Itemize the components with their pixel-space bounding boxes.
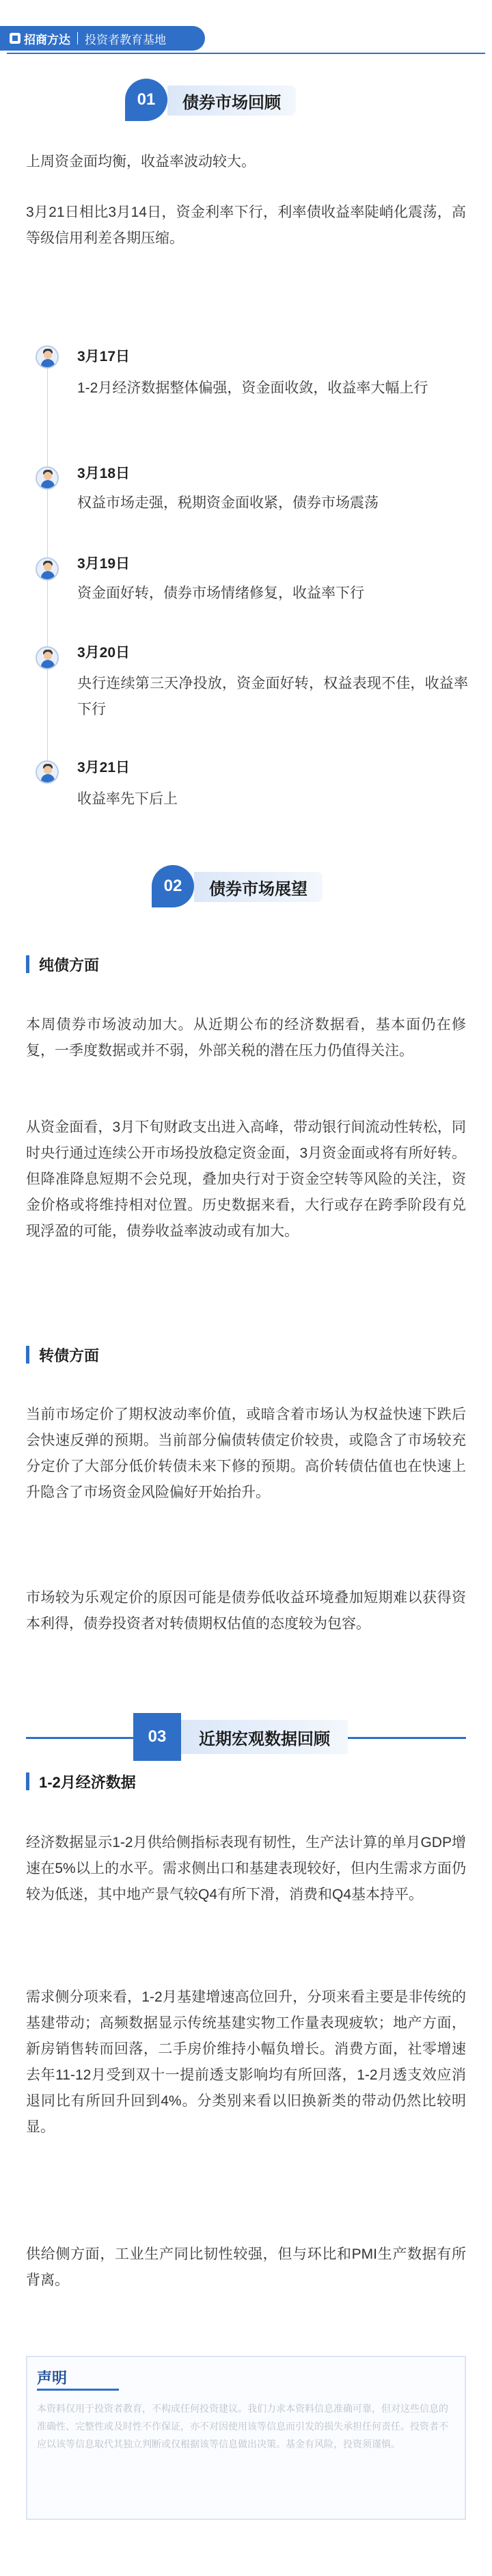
subheading-convertible xyxy=(26,1344,99,1365)
subheading-bar xyxy=(26,955,29,973)
brand-logo xyxy=(0,30,70,47)
subheading-pure-bond xyxy=(26,954,99,974)
timeline-date: 3月20日 xyxy=(77,645,131,661)
timeline-avatar-icon xyxy=(36,557,59,581)
section2-paragraph-2: 从资金面看，3月下旬财政支出进入高峰，带动银行间流动性转松，同时央行通过连续公开市场投放稳定资金面，3月资金面或将有所好转。但降准降息短期不会兑现，叠加央行对于资金空转等风险的关注，资金价格或将维持相对位置。历史数据来看，大行或存在跨季阶段有兑现浮盈的可能，债券收益率波动或有加大。 xyxy=(26,1119,466,1239)
section2-paragraph-3: 当前市场定价了期权波动率价值，或暗含着市场认为权益快速下跌后会快速反弹的预期。当前部分偏债转债定价较贵，或隐含了市场较充分定价了大部分低价转债未来下修的预期。高价转债估值也在快速上升隐含了市场资金风险偏好开始抬升。 xyxy=(26,1407,466,1500)
timeline-avatar-icon xyxy=(36,345,59,369)
top-bar xyxy=(0,0,492,53)
brand-separator xyxy=(77,32,78,44)
section1-number: 01 xyxy=(125,79,167,121)
timeline-date: 3月19日 xyxy=(77,556,131,572)
section3-heading xyxy=(133,1713,366,1761)
timeline-date: 3月18日 xyxy=(77,466,131,481)
subheading-economic-data xyxy=(26,1771,136,1792)
disclaimer-text: 本资料仅用于投资者教育，不构成任何投资建议。我们力求本资料信息准确可靠，但对这些信息的准确性、完整性或及时性不作保证，亦不对因使用该等信息而引发的损失承担任何责任。投资者不应以该等信息取代其独立判断或仅根据该等信息做出决策。基金有风险，投资须谨慎。 xyxy=(37,2403,448,2449)
section2-number: 02 xyxy=(152,865,194,907)
section3-number: 03 xyxy=(133,1713,181,1761)
section3-paragraph-3: 供给侧方面，工业生产同比韧性较强，但与环比和PMI生产数据有所背离。 xyxy=(26,2246,466,2288)
section2-paragraph-1: 本周债券市场波动加大。从近期公布的经济数据看，基本面仍在修复，一季度数据或并不弱，外部关税的潜在压力仍值得关注。 xyxy=(26,1017,466,1059)
section2-paragraph-4: 市场较为乐观定价的原因可能是债券低收益环境叠加短期难以获得资本利得，债券投资者对转债期权估值的态度较为包容。 xyxy=(26,1590,466,1632)
timeline-text: 权益市场走强，税期资金面收紧，债券市场震荡 xyxy=(77,495,379,511)
section2-title: 债券市场展望 xyxy=(194,872,323,902)
timeline-text: 央行连续第三天净投放，资金面好转，权益表现不佳，收益率下行 xyxy=(77,676,468,717)
header-rule xyxy=(7,53,485,54)
section3-paragraph-2: 需求侧分项来看，1-2月基建增速高位回升，分项来看主要是非传统的基建带动；高频数据显示传统基建实物工作量表现疲软；地产方面，新房销售转而回落，二手房价维持小幅负增长。消费方面，社零增速去年11-12月受到双十一提前透支影响均有所回落，1-2月透支效应消退同比有所回升回到4%。分类别来看以旧换新类的带动仍然比较明显。 xyxy=(26,1989,466,2135)
section2-heading xyxy=(152,865,357,909)
subheading-text: 1-2月经济数据 xyxy=(39,1773,136,1791)
disclaimer-box xyxy=(26,2356,466,2520)
timeline-date: 3月21日 xyxy=(77,760,131,775)
subheading-bar xyxy=(26,1346,29,1364)
timeline-text: 资金面好转，债券市场情绪修复，收益率下行 xyxy=(77,585,364,601)
subheading-text: 转债方面 xyxy=(39,1346,100,1364)
section3-paragraph-1: 经济数据显示1-2月供给侧指标表现有韧性，生产法计算的单月GDP增速在5%以上的水平。需求侧出口和基建表现较好，但内生需求方面仍较为低迷，其中地产景气较Q4有所下滑，消费和Q4基本持平。 xyxy=(26,1835,466,1902)
brand-name: 招商方达 xyxy=(24,33,70,47)
section1-title: 债券市场回顾 xyxy=(167,85,296,116)
subheading-bar xyxy=(26,1772,29,1790)
section1-paragraph-2: 3月21日相比3月14日，资金利率下行，利率债收益率陡峭化震荡，高等级信用利差各期压缩。 xyxy=(26,204,466,246)
timeline-date: 3月17日 xyxy=(77,349,131,364)
section3-title: 近期宏观数据回顾 xyxy=(181,1720,348,1754)
timeline-avatar-icon xyxy=(36,466,59,490)
timeline-avatar-icon xyxy=(36,760,59,784)
section1-paragraph-1: 上周资金面均衡，收益率波动较大。 xyxy=(26,154,256,170)
brand-logo-icon xyxy=(10,33,20,44)
brand-subtitle: 投资者教育基地 xyxy=(85,33,166,47)
brand-badge xyxy=(0,26,205,51)
subheading-text: 纯债方面 xyxy=(39,956,100,974)
timeline-text: 收益率先下后上 xyxy=(77,791,178,807)
timeline-avatar-icon xyxy=(36,646,59,669)
disclaimer-title: 声明 xyxy=(37,2369,68,2387)
disclaimer-underline xyxy=(37,2389,119,2391)
timeline-text: 1-2月经济数据整体偏强，资金面收敛，收益率大幅上行 xyxy=(77,380,428,396)
section1-heading xyxy=(125,79,371,122)
